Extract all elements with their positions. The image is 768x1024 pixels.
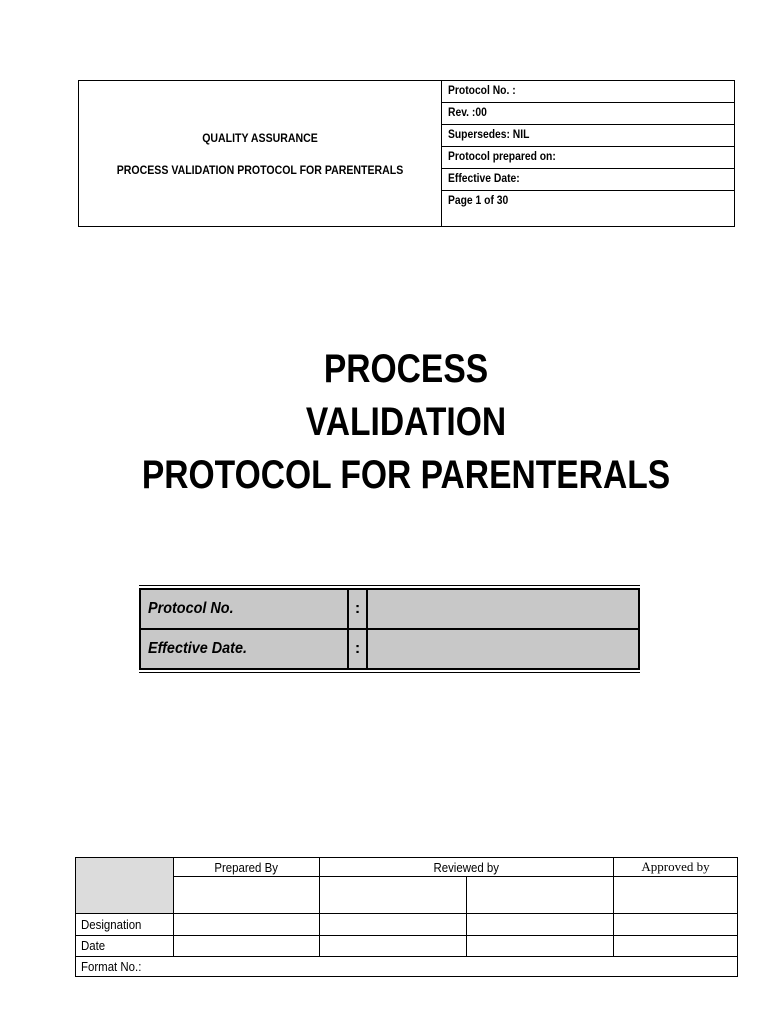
prepared-designation [174, 914, 320, 935]
header-table [78, 80, 735, 227]
page-number-label: Page 1 of 30 [448, 193, 509, 207]
reviewed-designation-2 [467, 914, 614, 935]
protocol-info-box [139, 585, 640, 673]
prepared-on-label: Protocol prepared on: [448, 149, 556, 163]
prepared-by-signature [174, 877, 320, 914]
title-line-3: PROTOCOL FOR PARENTERALS [141, 453, 671, 497]
protocol-no-cell [442, 81, 735, 103]
format-no-label: Format No.: [76, 956, 738, 976]
protocol-no-label: Protocol No. : [448, 83, 516, 97]
protocol-no-separator: : [348, 589, 367, 629]
supersedes-label: Supersedes: NIL [448, 127, 530, 141]
approved-by-header: Approved by [614, 858, 738, 877]
reviewed-by-signature-1 [320, 877, 467, 914]
revision-label: Rev. :00 [448, 105, 487, 119]
reviewed-designation-1 [320, 914, 467, 935]
signature-table [75, 857, 738, 977]
protocol-no-value [367, 589, 639, 629]
effective-date-cell [442, 169, 735, 191]
prepared-date [174, 935, 320, 956]
reviewed-date-2 [467, 935, 614, 956]
designation-label: Designation [76, 914, 174, 935]
revision-cell [442, 103, 735, 125]
protocol-no-field-label: Protocol No. [140, 589, 348, 629]
department-name: QUALITY ASSURANCE [202, 130, 318, 145]
protocol-info-table [139, 588, 640, 670]
main-title [0, 343, 768, 502]
effective-date-field-label: Effective Date. [140, 629, 348, 669]
reviewed-date-1 [320, 935, 467, 956]
reviewed-by-header: Reviewed by [320, 858, 614, 877]
title-line-1: PROCESS [323, 347, 489, 391]
effective-date-label: Effective Date: [448, 171, 520, 185]
approved-date [614, 935, 738, 956]
approved-by-signature [614, 877, 738, 914]
title-line-2: VALIDATION [305, 400, 507, 444]
signature-blank-cell [76, 858, 174, 914]
effective-date-value [367, 629, 639, 669]
approved-designation [614, 914, 738, 935]
reviewed-by-signature-2 [467, 877, 614, 914]
supersedes-cell [442, 125, 735, 147]
prepared-on-cell [442, 147, 735, 169]
date-label: Date [76, 935, 174, 956]
page-number-cell [442, 191, 735, 227]
prepared-by-header: Prepared By [174, 858, 320, 877]
header-title-cell [79, 81, 442, 227]
document-title: PROCESS VALIDATION PROTOCOL FOR PARENTERALS [116, 162, 404, 177]
effective-date-separator: : [348, 629, 367, 669]
